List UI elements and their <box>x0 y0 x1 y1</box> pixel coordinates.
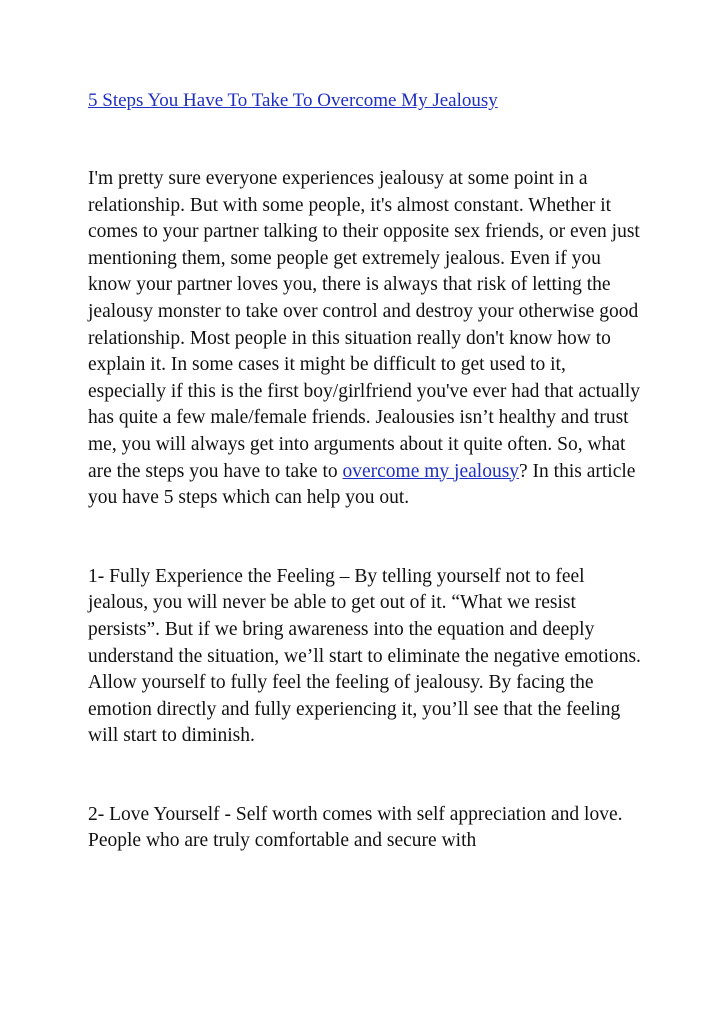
document-body <box>88 88 648 855</box>
intro-paragraph <box>88 166 648 512</box>
title-link[interactable]: 5 Steps You Have To Take To Overcome My Jealousy <box>88 90 498 111</box>
intro-text-before-link: I'm pretty sure everyone experiences jealousy at some point in a relationship. But with some people, it's almost constant. Whether it comes to your partner talking to their opposite sex friends, or even just mentioning them, some people get extremely jealous. Even if you know your partner loves you, there is always that risk of letting the jealousy monster to take over control and destroy your otherwise good relationship. Most people in this situation really don't know how to explain it. In some cases it might be difficult to get used to it, especially if this is the first boy/girlfriend you've ever had that actually has quite a few male/female friends. Jealousies isn’t healthy and trust me, you will always get into arguments about it quite often. So, what are the steps you have to take to <box>88 168 641 482</box>
step-1-paragraph: 1- Fully Experience the Feeling – By telling yourself not to feel jealous, you will never be able to get out of it. “What we resist persists”. But if we bring awareness into the equation and deeply understand the situation, we’ll start to eliminate the negative emotions. Allow yourself to fully feel the feeling of jealousy. By facing the emotion directly and fully experiencing it, you’ll see that the feeling will start to diminish. <box>88 565 641 747</box>
overcome-jealousy-link[interactable]: overcome my jealousy <box>342 460 520 482</box>
document-title <box>88 88 648 114</box>
intro-text-after-link: ? In this article you have 5 steps which can help you out. <box>88 460 636 509</box>
step-2-paragraph: 2- Love Yourself - Self worth comes with self appreciation and love. People who are truly comfortable and secure with <box>88 803 623 852</box>
